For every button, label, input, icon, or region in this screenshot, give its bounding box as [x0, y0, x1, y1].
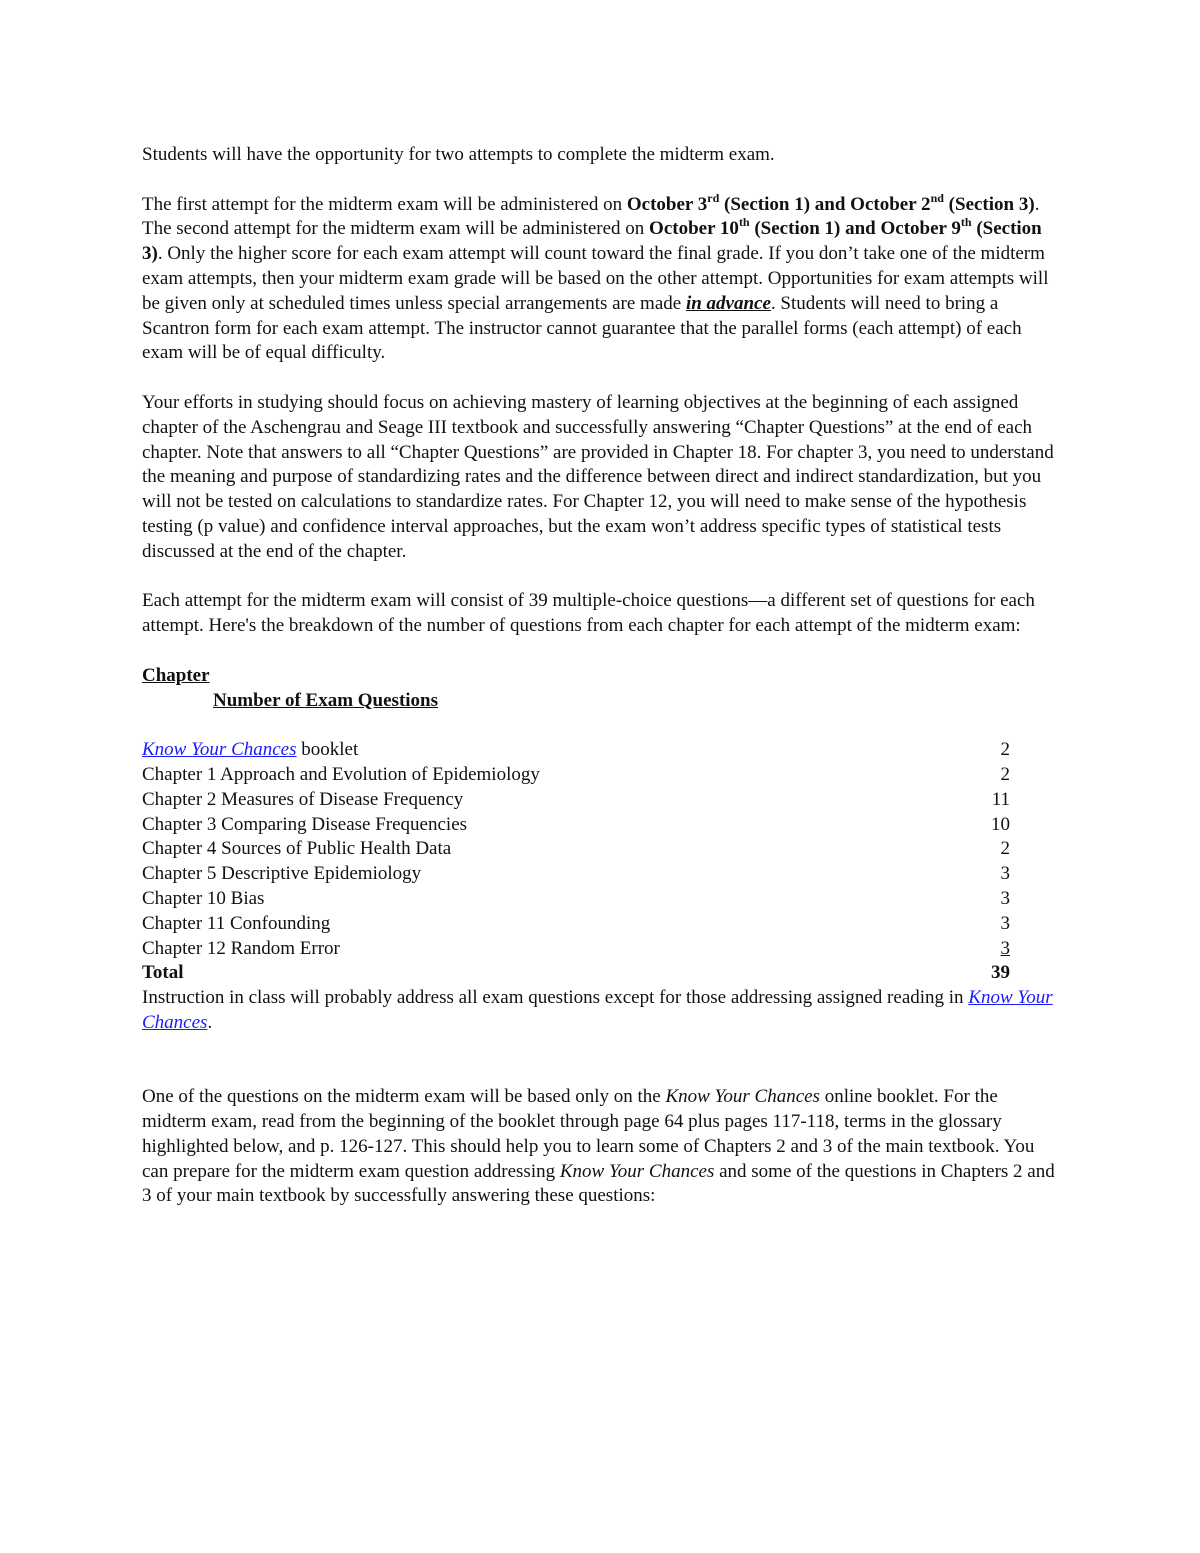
chapter-label: Chapter 11 Confounding [142, 912, 331, 934]
total-label: Total [142, 962, 184, 984]
question-count: 2 [1000, 838, 1010, 860]
question-count: 3 [1000, 887, 1010, 909]
table-total-row [142, 961, 1010, 986]
booklet-title: Know Your Chances [559, 1160, 715, 1182]
question-count: 10 [991, 813, 1010, 835]
instruction-note: Instruction in class will probably address all exam questions except for those addressing assigned reading in Know Your Chances. [142, 987, 1053, 1033]
chapter-label: Chapter 5 Descriptive Epidemiology [142, 863, 422, 885]
question-breakdown-table [142, 738, 1010, 986]
first-attempt-dates: October 3rd (Section 1) and October 2nd (Section 3) [626, 190, 1035, 215]
booklet-title: Know Your Chances [665, 1086, 820, 1108]
table-row [142, 887, 1010, 912]
chapter-label: Chapter 3 Comparing Disease Frequencies [142, 813, 468, 835]
question-count: 2 [1000, 739, 1010, 761]
question-breakdown-paragraph: Each attempt for the midterm exam will consist of 39 multiple-choice questions—a different set of questions for each attempt. Here's the breakdown of the number of questions from each chapter for each attempt of the midterm exam: [142, 590, 1035, 637]
question-count: 2 [1000, 763, 1010, 785]
table-row [142, 862, 1010, 887]
chapter-label: Chapter 12 Random Error [142, 937, 340, 959]
table-row [142, 937, 1010, 962]
total-count: 39 [991, 962, 1010, 984]
second-attempt-dates: October 10th (Section 1) and October 9th (Section 3) [142, 215, 1042, 265]
chapter-label: Chapter 1 Approach and Evolution of Epidemiology [142, 763, 540, 785]
question-count: 3 [1000, 912, 1010, 934]
table-row [142, 837, 1010, 862]
intro-paragraph: Students will have the opportunity for two attempts to complete the midterm exam. [142, 144, 775, 165]
question-count: 3 [1000, 863, 1010, 885]
question-count: 3 [1000, 937, 1010, 959]
table-row [142, 912, 1010, 937]
table-row [142, 813, 1010, 838]
chapter-label: Chapter 4 Sources of Public Health Data [142, 838, 452, 860]
header-number-of-questions: Number of Exam Questions [213, 689, 439, 711]
table-row [142, 788, 1010, 813]
chapter-label: Chapter 2 Measures of Disease Frequency [142, 788, 464, 810]
table-header [142, 664, 1062, 714]
in-advance-emphasis: in advance [685, 292, 771, 314]
exam-schedule-paragraph: The first attempt for the midterm exam will be administered on October 3rd (Section 1) and October 2nd (Section 3). The second attempt for the midterm exam will be administered on October 10th (Section 1) and October 9th (Section 3). Only the higher score for each exam attempt will count toward the final grade. If you don’t take one of the midterm exam attempts, then your midterm exam grade will be based on the other attempt. Opportunities for exam attempts will be given only at scheduled times unless special arrangements are made in advance. Students will need to bring a Scantron form for each exam attempt. The instructor cannot guarantee that the parallel forms (each attempt) of each exam will be of equal difficulty. [142, 190, 1049, 364]
booklet-reading-paragraph: One of the questions on the midterm exam will be based only on the Know Your Chances online booklet. For the midterm exam, read from the beginning of the booklet through page 64 plus pages 117-118, terms in the glossary highlighted below, and p. 126-127. This should help you to learn some of Chapters 2 and 3 of the main textbook. You can prepare for the midterm exam question addressing Know Your Chances and some of the questions in Chapters 2 and 3 of your main textbook by successfully answering these questions: [142, 1086, 1055, 1207]
know-your-chances-link[interactable]: Know Your Chances [142, 987, 1053, 1033]
document-page [142, 143, 1062, 1234]
table-row [142, 763, 1010, 788]
study-guidance-paragraph: Your efforts in studying should focus on achieving mastery of learning objectives at the beginning of each assigned chapter of the Aschengrau and Seage III textbook and successfully answering “Chapter Questions” at the end of each chapter. Note that answers to all “Chapter Questions” are provided in Chapter 18. For chapter 3, you need to understand the meaning and purpose of standardizing rates and the difference between direct and indirect standardization, but you will not be tested on calculations to standardize rates. For Chapter 12, you will need to make sense of the hypothesis testing (p value) and confidence interval approaches, but the exam won’t address specific types of statistical tests discussed at the end of the chapter. [142, 391, 1054, 562]
table-row: Know Your Chances booklet 2 [142, 738, 1010, 763]
know-your-chances-link[interactable]: Know Your Chances [142, 739, 297, 761]
question-count: 11 [991, 788, 1010, 810]
chapter-label: Chapter 10 Bias [142, 887, 265, 909]
header-chapter: Chapter [142, 664, 210, 686]
